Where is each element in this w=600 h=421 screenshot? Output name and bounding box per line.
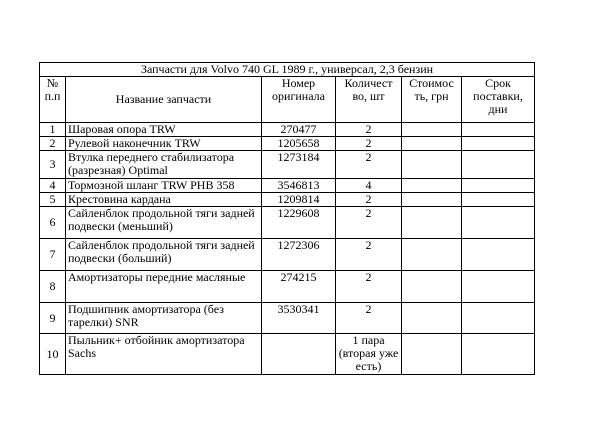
cell-orig <box>262 334 336 375</box>
cell-term <box>462 334 535 375</box>
cell-name: Пыльник+ отбойник амортизатора Sachs <box>66 334 262 375</box>
cell-num: 9 <box>40 303 66 334</box>
cell-num: 1 <box>40 123 66 137</box>
cell-cost <box>402 151 462 179</box>
cell-cost <box>402 239 462 271</box>
cell-term <box>462 123 535 137</box>
cell-name: Втулка переднего стабилизатора (разрезная) Optimal <box>66 151 262 179</box>
cell-cost <box>402 334 462 375</box>
cell-qty: 2 <box>336 239 402 271</box>
cell-num: 7 <box>40 239 66 271</box>
cell-qty: 4 <box>336 179 402 193</box>
cell-orig: 274215 <box>262 271 336 303</box>
title-row <box>40 63 535 77</box>
table-row <box>40 271 535 303</box>
cell-name: Шаровая опора TRW <box>66 123 262 137</box>
cell-qty: 2 <box>336 137 402 151</box>
table-row <box>40 151 535 179</box>
table-row <box>40 179 535 193</box>
table-row <box>40 207 535 239</box>
cell-qty: 2 <box>336 193 402 207</box>
table-row <box>40 239 535 271</box>
cell-term <box>462 207 535 239</box>
cell-orig: 270477 <box>262 123 336 137</box>
cell-cost <box>402 271 462 303</box>
cell-qty: 2 <box>336 303 402 334</box>
cell-num: 3 <box>40 151 66 179</box>
table-row <box>40 137 535 151</box>
table-row <box>40 303 535 334</box>
cell-term <box>462 239 535 271</box>
cell-cost <box>402 137 462 151</box>
cell-term <box>462 271 535 303</box>
cell-cost <box>402 193 462 207</box>
cell-cost <box>402 179 462 193</box>
header-qty: Количест во, шт <box>336 77 402 123</box>
header-term: Срок поставки, дни <box>462 77 535 123</box>
cell-num: 8 <box>40 271 66 303</box>
cell-orig: 1209814 <box>262 193 336 207</box>
cell-name: Тормозной шланг TRW PHB 358 <box>66 179 262 193</box>
cell-orig: 1272306 <box>262 239 336 271</box>
cell-qty: 2 <box>336 271 402 303</box>
table-title: Запчасти для Volvo 740 GL 1989 г., универсал, 2,3 бензин <box>40 63 535 77</box>
cell-name: Подшипник амортизатора (без тарелки) SNR <box>66 303 262 334</box>
cell-qty: 2 <box>336 207 402 239</box>
cell-num: 6 <box>40 207 66 239</box>
cell-num: 10 <box>40 334 66 375</box>
cell-cost <box>402 207 462 239</box>
cell-orig: 3530341 <box>262 303 336 334</box>
cell-orig: 1205658 <box>262 137 336 151</box>
cell-name: Крестовина кардана <box>66 193 262 207</box>
table-row <box>40 123 535 137</box>
header-orig: Номер оригинала <box>262 77 336 123</box>
table-row <box>40 334 535 375</box>
cell-cost <box>402 123 462 137</box>
cell-cost <box>402 303 462 334</box>
cell-qty: 1 пара (вторая уже есть) <box>336 334 402 375</box>
cell-qty: 2 <box>336 123 402 137</box>
cell-orig: 1229608 <box>262 207 336 239</box>
table-row <box>40 193 535 207</box>
parts-table <box>39 62 535 375</box>
cell-num: 5 <box>40 193 66 207</box>
header-num: № п.п <box>40 77 66 123</box>
cell-name: Рулевой наконечник TRW <box>66 137 262 151</box>
cell-term <box>462 179 535 193</box>
cell-term <box>462 151 535 179</box>
cell-orig: 3546813 <box>262 179 336 193</box>
cell-name: Сайленблок продольной тяги задней подвески (больший) <box>66 239 262 271</box>
cell-name: Амортизаторы передние масляные <box>66 271 262 303</box>
cell-num: 4 <box>40 179 66 193</box>
cell-qty: 2 <box>336 151 402 179</box>
cell-num: 2 <box>40 137 66 151</box>
cell-name: Сайленблок продольной тяги задней подвески (меньший) <box>66 207 262 239</box>
cell-term <box>462 193 535 207</box>
cell-term <box>462 303 535 334</box>
cell-term <box>462 137 535 151</box>
header-row <box>40 77 535 123</box>
header-name: Название запчасти <box>66 77 262 123</box>
header-cost: Стоимос ть, грн <box>402 77 462 123</box>
cell-orig: 1273184 <box>262 151 336 179</box>
